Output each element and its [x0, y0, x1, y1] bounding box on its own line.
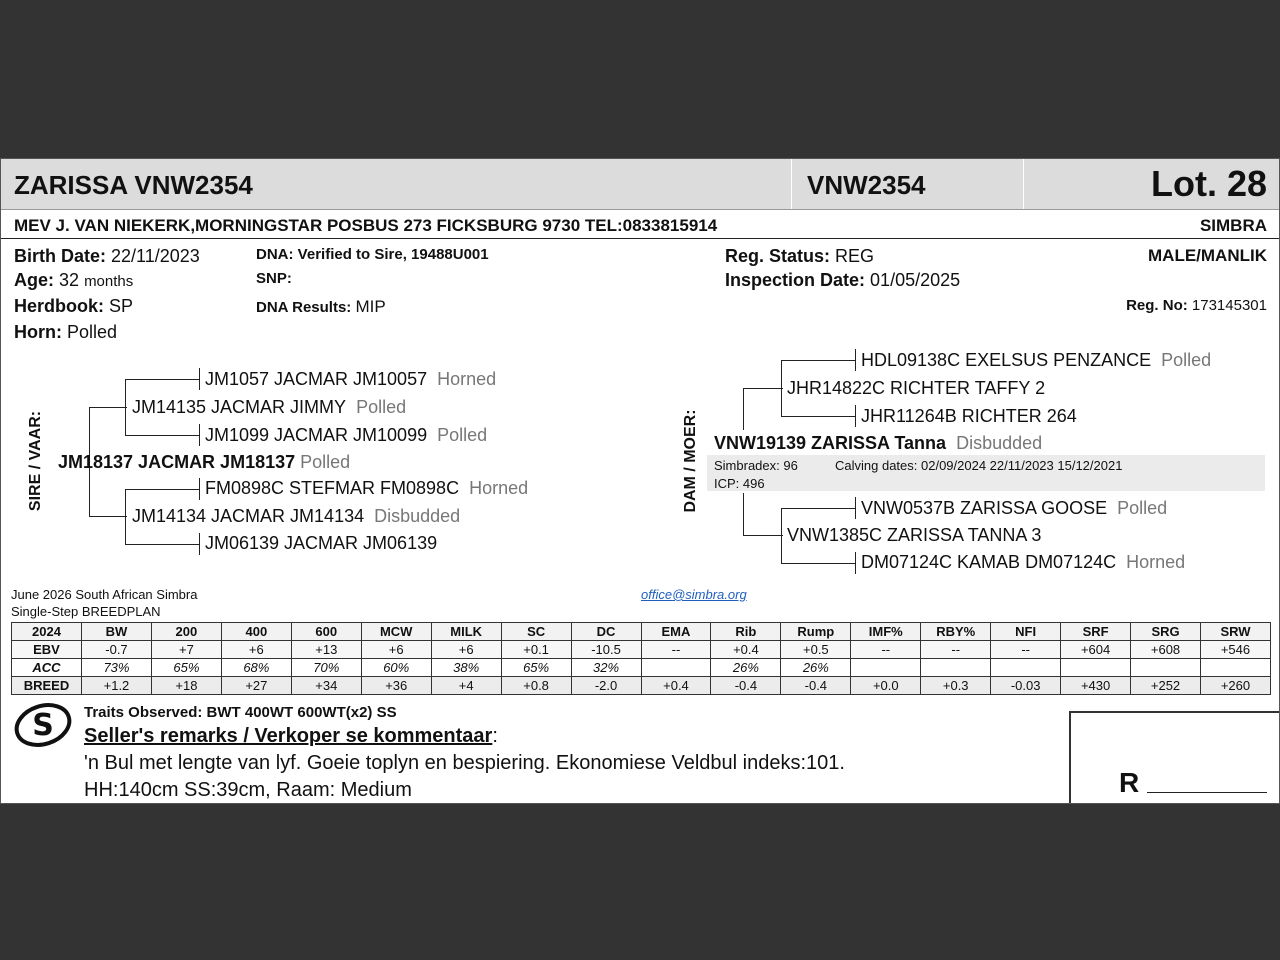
ebv-cell: -0.4	[711, 677, 781, 695]
pedigree-line	[781, 416, 855, 417]
ebv-cell: 400	[221, 623, 291, 641]
ebv-cell: +546	[1201, 641, 1271, 659]
ebv-cell	[1061, 659, 1131, 677]
ebv-cell: IMF%	[851, 623, 921, 641]
ebv-cell	[1131, 659, 1201, 677]
ebv-cell	[851, 659, 921, 677]
pedigree-line	[743, 535, 783, 536]
simbradex: Simbradex: 96	[714, 458, 798, 473]
ebv-cell: +6	[431, 641, 501, 659]
ebv-cell: +252	[1131, 677, 1201, 695]
header-divider	[1023, 159, 1024, 209]
ebv-cell: 73%	[82, 659, 152, 677]
remarks-line-2: HH:140cm SS:39cm, Raam: Medium	[84, 779, 412, 801]
calving-dates: Calving dates: 02/09/2024 22/11/2023 15/12/2021	[835, 458, 1123, 473]
reg-number: Reg. No: 173145301	[1126, 297, 1267, 314]
ebv-cell: --	[851, 641, 921, 659]
icp: ICP: 496	[714, 476, 765, 491]
ebv-cell: -10.5	[571, 641, 641, 659]
pedigree-line	[743, 493, 744, 535]
ebv-cell: SRW	[1201, 623, 1271, 641]
ebv-cell: NFI	[991, 623, 1061, 641]
email-link[interactable]: office@simbra.org	[641, 587, 747, 602]
pedigree-line	[855, 405, 856, 427]
svg-text:S: S	[32, 708, 54, 743]
animal-name: ZARISSA VNW2354	[14, 170, 253, 200]
ebv-cell: +608	[1131, 641, 1201, 659]
ebv-cell: Rump	[781, 623, 851, 641]
ebv-cell	[1201, 659, 1271, 677]
lot-number: Lot. 28	[1150, 163, 1267, 204]
reg-status: Reg. Status: REG	[725, 246, 875, 266]
lot-card	[0, 158, 1280, 804]
ebv-cell: 600	[291, 623, 361, 641]
birth-date: Birth Date: 22/11/2023	[14, 246, 200, 266]
owner-line: MEV J. VAN NIEKERK,MORNINGSTAR POSBUS 273 FICKSBURG 9730 TEL:0833815914	[14, 216, 718, 235]
dam-sire: JHR14822C RICHTER TAFFY 2	[787, 378, 1046, 398]
pedigree-line	[199, 533, 200, 555]
pedigree-line	[199, 478, 200, 500]
pedigree-line	[743, 388, 744, 430]
animal-id: VNW2354	[807, 170, 926, 200]
ebv-table	[11, 622, 1271, 695]
dam-dam: VNW1385C ZARISSA TANNA 3	[787, 525, 1042, 545]
dam: VNW19139 ZARISSA Tanna Disbudded	[714, 433, 1043, 453]
ebv-cell: DC	[571, 623, 641, 641]
ebv-cell: 70%	[291, 659, 361, 677]
pedigree-line	[855, 349, 856, 371]
ebv-cell: BW	[82, 623, 152, 641]
ebv-cell: +0.8	[501, 677, 571, 695]
ebv-cell: 26%	[711, 659, 781, 677]
ebv-cell: --	[991, 641, 1061, 659]
snp-label: SNP:	[256, 270, 292, 287]
pedigree-line	[781, 508, 855, 509]
sire-side-label: SIRE / VAAR:	[27, 410, 44, 512]
pedigree-line	[125, 544, 199, 545]
ebv-cell: MILK	[431, 623, 501, 641]
header-bar	[1, 159, 1279, 210]
pedigree-line	[781, 360, 855, 361]
ebv-cell: +27	[221, 677, 291, 695]
sire-sire: JM14135 JACMAR JIMMY Polled	[132, 397, 407, 417]
pedigree-line	[125, 489, 126, 544]
ebv-cell: 32%	[571, 659, 641, 677]
ebv-cell: +604	[1061, 641, 1131, 659]
ebv-cell: +7	[151, 641, 221, 659]
row-label: 2024	[12, 623, 82, 641]
ebv-cell: +0.4	[641, 677, 711, 695]
row-label: BREED	[12, 677, 82, 695]
sire-sire-sire: JM1057 JACMAR JM10057 Horned	[205, 369, 497, 389]
ebv-cell: +6	[221, 641, 291, 659]
sire: JM18137 JACMAR JM18137 Polled	[58, 452, 351, 472]
ebv-cell: SC	[501, 623, 571, 641]
ebv-cell: 200	[151, 623, 221, 641]
ebv-cell: 38%	[431, 659, 501, 677]
pedigree-line	[125, 379, 199, 380]
ebv-cell: +0.5	[781, 641, 851, 659]
ebv-cell: +36	[361, 677, 431, 695]
pedigree-line	[89, 407, 127, 408]
traits-observed: Traits Observed: BWT 400WT 600WT(x2) SS	[84, 704, 397, 721]
dam-sire-dam: JHR11264B RICHTER 264	[861, 406, 1077, 426]
ebv-cell: +1.2	[82, 677, 152, 695]
horn-status: Horn: Polled	[14, 322, 118, 342]
dam-dam-dam: DM07124C KAMAB DM07124C Horned	[861, 552, 1186, 572]
ebv-cell: 68%	[221, 659, 291, 677]
sire-dam: JM14134 JACMAR JM14134 Disbudded	[132, 506, 461, 526]
row-label: EBV	[12, 641, 82, 659]
ebv-cell: RBY%	[921, 623, 991, 641]
pedigree-line	[89, 516, 127, 517]
dam-sire-sire: HDL09138C EXELSUS PENZANCE Polled	[861, 350, 1212, 370]
pedigree-line	[781, 563, 855, 564]
pedigree-line	[855, 552, 856, 574]
age: Age: 32 months	[14, 270, 134, 290]
dna-verification: DNA: Verified to Sire, 19488U001	[256, 246, 489, 263]
dam-dam-sire: VNW0537B ZARISSA GOOSE Polled	[861, 498, 1168, 518]
price-box	[1069, 711, 1280, 804]
ebv-cell: 65%	[151, 659, 221, 677]
dam-side-label: DAM / MOER:	[682, 409, 699, 513]
ebv-cell: +4	[431, 677, 501, 695]
ebv-cell: +260	[1201, 677, 1271, 695]
ebv-cell: MCW	[361, 623, 431, 641]
ebv-cell: +0.4	[711, 641, 781, 659]
breed-label: SIMBRA	[1199, 216, 1267, 235]
price-input-line[interactable]	[1147, 792, 1267, 793]
ebv-cell: Rib	[711, 623, 781, 641]
ebv-cell	[921, 659, 991, 677]
ebv-cell: +0.3	[921, 677, 991, 695]
ebv-cell: +13	[291, 641, 361, 659]
price-prefix: R	[1119, 767, 1140, 798]
pedigree-line	[199, 424, 200, 446]
evaluation-title: June 2026 South African Simbra	[11, 587, 198, 602]
sex-label: MALE/MANLIK	[1148, 246, 1267, 265]
ebv-cell: SRG	[1131, 623, 1201, 641]
ebv-cell: 65%	[501, 659, 571, 677]
divider	[1, 238, 1279, 239]
pedigree-line	[855, 497, 856, 519]
evaluation-subtitle: Single-Step BREEDPLAN	[11, 604, 161, 619]
remarks-heading: Seller's remarks / Verkoper se kommentaar:	[84, 725, 498, 747]
sire-dam-sire: FM0898C STEFMAR FM0898C Horned	[205, 478, 529, 498]
pedigree-line	[743, 388, 783, 389]
table-row	[12, 641, 1271, 659]
ebv-cell: +18	[151, 677, 221, 695]
inspection-date: Inspection Date: 01/05/2025	[725, 270, 961, 290]
ebv-cell: -0.03	[991, 677, 1061, 695]
table-header-row	[12, 623, 1271, 641]
ebv-cell: +6	[361, 641, 431, 659]
sire-sire-dam: JM1099 JACMAR JM10099 Polled	[205, 425, 488, 445]
ebv-cell: 26%	[781, 659, 851, 677]
pedigree-line	[125, 435, 199, 436]
pedigree-line	[125, 489, 199, 490]
ebv-cell: 60%	[361, 659, 431, 677]
ebv-cell: --	[921, 641, 991, 659]
ebv-cell: +34	[291, 677, 361, 695]
ebv-cell	[641, 659, 711, 677]
pedigree-line	[199, 368, 200, 390]
ebv-cell: EMA	[641, 623, 711, 641]
ebv-cell: SRF	[1061, 623, 1131, 641]
pedigree-line	[781, 508, 782, 563]
ebv-cell: +0.1	[501, 641, 571, 659]
table-row	[12, 659, 1271, 677]
sire-dam-dam: JM06139 JACMAR JM06139	[205, 533, 438, 553]
simbra-logo-icon	[13, 699, 75, 749]
ebv-cell: +430	[1061, 677, 1131, 695]
ebv-cell: -0.7	[82, 641, 152, 659]
ebv-cell: +0.0	[851, 677, 921, 695]
header-divider	[791, 159, 792, 209]
row-label: ACC	[12, 659, 82, 677]
ebv-cell: -2.0	[571, 677, 641, 695]
herdbook: Herdbook: SP	[14, 296, 134, 316]
table-row	[12, 677, 1271, 695]
ebv-cell	[991, 659, 1061, 677]
ebv-cell: --	[641, 641, 711, 659]
remarks-line-1: 'n Bul met lengte van lyf. Goeie toplyn en bespiering. Ekonomiese Veldbul indeks:101.	[84, 752, 845, 774]
ebv-cell: -0.4	[781, 677, 851, 695]
dna-results: DNA Results: MIP	[256, 297, 386, 316]
